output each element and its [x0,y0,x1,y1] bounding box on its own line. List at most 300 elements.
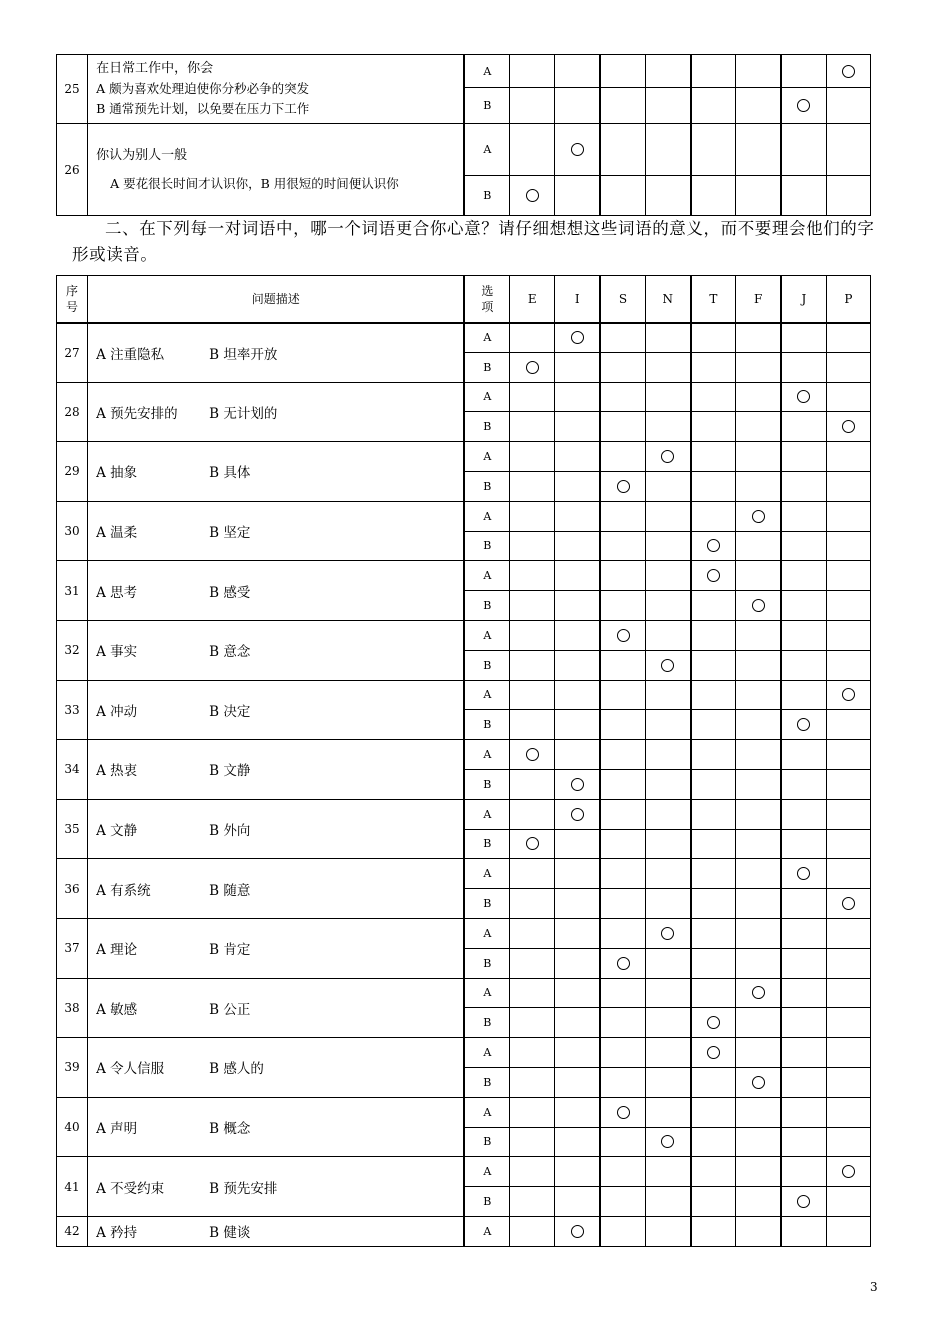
row40-b-col-n[interactable] [645,1127,690,1157]
row38-a-col-n[interactable] [645,978,690,1008]
row28-b-col-n[interactable] [645,412,690,442]
row35-a-col-i[interactable] [555,799,600,829]
row37-a-col-e[interactable] [510,918,555,948]
row32-b-col-i[interactable] [555,650,600,680]
row30-a-col-t[interactable] [691,501,736,531]
row38-b-col-i[interactable] [555,1008,600,1038]
row37-b-col-f[interactable] [736,948,781,978]
word-pair [88,382,465,442]
row28-b-col-j[interactable] [781,412,826,442]
row30-b-col-t[interactable] [691,531,736,561]
row39-a-col-e[interactable] [510,1038,555,1068]
row38-b-col-j[interactable] [781,1008,826,1038]
row41-b-col-p[interactable] [826,1187,870,1217]
row27-a-col-t[interactable] [691,323,736,353]
row34-b-col-f[interactable] [736,769,781,799]
row29-a-col-n[interactable] [645,442,690,472]
row32-a-col-i[interactable] [555,620,600,650]
row39-b-col-s[interactable] [600,1067,645,1097]
row25-a-col-i[interactable] [555,55,600,88]
row31-b-col-s[interactable] [600,591,645,621]
row40-a-col-f[interactable] [736,1097,781,1127]
row42-a-col-f[interactable] [736,1216,781,1246]
row34-a-col-t[interactable] [691,740,736,770]
row36-b-col-e[interactable] [510,889,555,919]
row35-a-col-t[interactable] [691,799,736,829]
row27-a-col-e[interactable] [510,323,555,353]
row28-a-col-e[interactable] [510,382,555,412]
row30-a-col-n[interactable] [645,501,690,531]
row35-b-col-p[interactable] [826,829,870,859]
row34-b-col-e[interactable] [510,769,555,799]
row36-a-col-f[interactable] [736,859,781,889]
row27-b-col-n[interactable] [645,352,690,382]
row39-b-col-n[interactable] [645,1067,690,1097]
row37-a-col-s[interactable] [600,918,645,948]
row38-a-col-p[interactable] [826,978,870,1008]
row41-b-col-s[interactable] [600,1187,645,1217]
row28-b-col-p[interactable] [826,412,870,442]
row35-b-col-e[interactable] [510,829,555,859]
row38-b-col-f[interactable] [736,1008,781,1038]
row28-b-col-f[interactable] [736,412,781,442]
row39-a-col-i[interactable] [555,1038,600,1068]
row26-b-col-e[interactable] [510,176,555,216]
row42-a-col-i[interactable] [555,1216,600,1246]
row36-b-col-t[interactable] [691,889,736,919]
row37-b-col-p[interactable] [826,948,870,978]
row25-b-col-i[interactable] [555,88,600,124]
row31-a-col-n[interactable] [645,561,690,591]
row37-b-col-i[interactable] [555,948,600,978]
row33-a-col-i[interactable] [555,680,600,710]
row25-a-col-j[interactable] [781,55,826,88]
row38-b-col-p[interactable] [826,1008,870,1038]
row41-b-col-j[interactable] [781,1187,826,1217]
row34-b-col-n[interactable] [645,769,690,799]
row27-b-col-t[interactable] [691,352,736,382]
word-pair [88,1038,465,1098]
row31-a-col-s[interactable] [600,561,645,591]
word-pair [88,799,465,859]
row27-a-col-i[interactable] [555,323,600,353]
row29-b-col-f[interactable] [736,471,781,501]
row36-a-col-i[interactable] [555,859,600,889]
row26-a-col-i[interactable] [555,124,600,176]
row40-b-col-j[interactable] [781,1127,826,1157]
row25-a-col-f[interactable] [736,55,781,88]
row38-a-col-i[interactable] [555,978,600,1008]
row34-a-col-s[interactable] [600,740,645,770]
row31-a-col-f[interactable] [736,561,781,591]
row41-a-col-f[interactable] [736,1157,781,1187]
row25-b-col-t[interactable] [691,88,736,124]
row40-a-col-t[interactable] [691,1097,736,1127]
row25-b-col-e[interactable] [510,88,555,124]
row34-a-col-e[interactable] [510,740,555,770]
row40-a-col-s[interactable] [600,1097,645,1127]
row33-b-col-t[interactable] [691,710,736,740]
row26-b-col-p[interactable] [826,176,870,216]
row29-b-col-j[interactable] [781,471,826,501]
row32-a-col-s[interactable] [600,620,645,650]
row41-a-col-j[interactable] [781,1157,826,1187]
row25-b-col-j[interactable] [781,88,826,124]
row38-b-col-n[interactable] [645,1008,690,1038]
row27-b-col-f[interactable] [736,352,781,382]
row37-a-col-n[interactable] [645,918,690,948]
row25-b-col-s[interactable] [600,88,645,124]
row27-a-col-p[interactable] [826,323,870,353]
row32-b-col-t[interactable] [691,650,736,680]
row33-a-col-n[interactable] [645,680,690,710]
row27-a-col-j[interactable] [781,323,826,353]
row36-b-col-i[interactable] [555,889,600,919]
row39-a-col-s[interactable] [600,1038,645,1068]
row34-b-col-s[interactable] [600,769,645,799]
row30-b-col-e[interactable] [510,531,555,561]
row31-a-col-e[interactable] [510,561,555,591]
row30-a-col-s[interactable] [600,501,645,531]
row30-a-col-i[interactable] [555,501,600,531]
row36-b-col-f[interactable] [736,889,781,919]
row37-b-col-j[interactable] [781,948,826,978]
row37-a-col-t[interactable] [691,918,736,948]
row39-b-col-i[interactable] [555,1067,600,1097]
row40-a-col-e[interactable] [510,1097,555,1127]
row34-a-col-p[interactable] [826,740,870,770]
row40-a-col-n[interactable] [645,1097,690,1127]
question-row-a [57,442,871,472]
row29-b-col-e[interactable] [510,471,555,501]
row35-b-col-i[interactable] [555,829,600,859]
row36-b-col-n[interactable] [645,889,690,919]
row41-a-col-e[interactable] [510,1157,555,1187]
row28-a-col-p[interactable] [826,382,870,412]
row27-a-col-s[interactable] [600,323,645,353]
row33-a-col-t[interactable] [691,680,736,710]
row37-a-col-f[interactable] [736,918,781,948]
row32-b-col-e[interactable] [510,650,555,680]
option-label: B [464,710,509,740]
row40-a-col-p[interactable] [826,1097,870,1127]
row30-a-col-e[interactable] [510,501,555,531]
row28-b-col-i[interactable] [555,412,600,442]
row36-b-col-p[interactable] [826,889,870,919]
row34-a-col-f[interactable] [736,740,781,770]
row32-a-col-t[interactable] [691,620,736,650]
row25-b-col-f[interactable] [736,88,781,124]
row41-a-col-i[interactable] [555,1157,600,1187]
row36-a-col-s[interactable] [600,859,645,889]
option-label: A [464,620,509,650]
row39-b-col-p[interactable] [826,1067,870,1097]
row33-a-col-f[interactable] [736,680,781,710]
row35-a-col-s[interactable] [600,799,645,829]
row32-a-col-f[interactable] [736,620,781,650]
row38-b-col-e[interactable] [510,1008,555,1038]
row41-b-col-e[interactable] [510,1187,555,1217]
row32-a-col-p[interactable] [826,620,870,650]
row35-b-col-t[interactable] [691,829,736,859]
row31-b-col-n[interactable] [645,591,690,621]
row36-a-col-j[interactable] [781,859,826,889]
row40-b-col-i[interactable] [555,1127,600,1157]
row36-b-col-j[interactable] [781,889,826,919]
row41-b-col-t[interactable] [691,1187,736,1217]
row40-a-col-j[interactable] [781,1097,826,1127]
row31-a-col-i[interactable] [555,561,600,591]
row31-a-col-j[interactable] [781,561,826,591]
row40-b-col-f[interactable] [736,1127,781,1157]
question-number: 26 [57,124,88,216]
row27-b-col-e[interactable] [510,352,555,382]
row30-b-col-n[interactable] [645,531,690,561]
row35-a-col-e[interactable] [510,799,555,829]
selected-circle-icon [617,480,630,493]
row39-b-col-j[interactable] [781,1067,826,1097]
row37-a-col-i[interactable] [555,918,600,948]
row30-b-col-i[interactable] [555,531,600,561]
row38-a-col-f[interactable] [736,978,781,1008]
option-label: A [464,442,509,472]
row28-a-col-j[interactable] [781,382,826,412]
row39-a-col-p[interactable] [826,1038,870,1068]
word-option-a: A 温柔 [96,525,138,542]
row33-b-col-i[interactable] [555,710,600,740]
row33-a-col-p[interactable] [826,680,870,710]
row34-b-col-i[interactable] [555,769,600,799]
row30-b-col-p[interactable] [826,531,870,561]
row41-a-col-t[interactable] [691,1157,736,1187]
row35-b-col-n[interactable] [645,829,690,859]
row30-b-col-j[interactable] [781,531,826,561]
row40-b-col-p[interactable] [826,1127,870,1157]
row29-a-col-p[interactable] [826,442,870,472]
row29-a-col-e[interactable] [510,442,555,472]
row26-b-col-n[interactable] [645,176,690,216]
row31-b-col-i[interactable] [555,591,600,621]
row28-b-col-t[interactable] [691,412,736,442]
row32-a-col-j[interactable] [781,620,826,650]
row42-a-col-n[interactable] [645,1216,690,1246]
row41-b-col-i[interactable] [555,1187,600,1217]
row41-a-col-s[interactable] [600,1157,645,1187]
row25-a-col-t[interactable] [691,55,736,88]
row34-a-col-n[interactable] [645,740,690,770]
row41-a-col-n[interactable] [645,1157,690,1187]
row33-b-col-e[interactable] [510,710,555,740]
row29-b-col-p[interactable] [826,471,870,501]
row26-b-col-s[interactable] [600,176,645,216]
row32-b-col-s[interactable] [600,650,645,680]
row31-b-col-t[interactable] [691,591,736,621]
row33-a-col-s[interactable] [600,680,645,710]
row40-b-col-e[interactable] [510,1127,555,1157]
row28-a-col-i[interactable] [555,382,600,412]
row39-a-col-n[interactable] [645,1038,690,1068]
row38-a-col-t[interactable] [691,978,736,1008]
row29-a-col-s[interactable] [600,442,645,472]
row32-a-col-e[interactable] [510,620,555,650]
row40-a-col-i[interactable] [555,1097,600,1127]
row37-b-col-s[interactable] [600,948,645,978]
row35-a-col-f[interactable] [736,799,781,829]
row33-b-col-j[interactable] [781,710,826,740]
row28-a-col-t[interactable] [691,382,736,412]
row34-a-col-i[interactable] [555,740,600,770]
row36-a-col-e[interactable] [510,859,555,889]
row34-b-col-t[interactable] [691,769,736,799]
row35-b-col-j[interactable] [781,829,826,859]
row32-b-col-n[interactable] [645,650,690,680]
row41-a-col-p[interactable] [826,1157,870,1187]
row34-a-col-j[interactable] [781,740,826,770]
row26-a-col-e[interactable] [510,124,555,176]
row32-b-col-f[interactable] [736,650,781,680]
row26-b-col-i[interactable] [555,176,600,216]
row42-a-col-s[interactable] [600,1216,645,1246]
row28-b-col-e[interactable] [510,412,555,442]
row25-a-col-p[interactable] [826,55,870,88]
row29-a-col-f[interactable] [736,442,781,472]
row42-a-col-j[interactable] [781,1216,826,1246]
question-row-a [57,918,871,948]
row26-a-col-j[interactable] [781,124,826,176]
row37-b-col-t[interactable] [691,948,736,978]
row26-a-col-f[interactable] [736,124,781,176]
row35-a-col-j[interactable] [781,799,826,829]
selected-circle-icon [617,629,630,642]
row34-b-col-j[interactable] [781,769,826,799]
row33-a-col-j[interactable] [781,680,826,710]
row29-a-col-t[interactable] [691,442,736,472]
row31-b-col-j[interactable] [781,591,826,621]
row25-a-col-s[interactable] [600,55,645,88]
row38-a-col-e[interactable] [510,978,555,1008]
row30-a-col-p[interactable] [826,501,870,531]
row27-b-col-p[interactable] [826,352,870,382]
row26-a-col-n[interactable] [645,124,690,176]
row38-b-col-s[interactable] [600,1008,645,1038]
row27-a-col-f[interactable] [736,323,781,353]
row41-b-col-n[interactable] [645,1187,690,1217]
row32-b-col-j[interactable] [781,650,826,680]
row36-a-col-n[interactable] [645,859,690,889]
row37-b-col-e[interactable] [510,948,555,978]
row33-b-col-f[interactable] [736,710,781,740]
row29-a-col-j[interactable] [781,442,826,472]
row31-a-col-p[interactable] [826,561,870,591]
row26-a-col-t[interactable] [691,124,736,176]
row39-b-col-t[interactable] [691,1067,736,1097]
row37-a-col-p[interactable] [826,918,870,948]
row37-a-col-j[interactable] [781,918,826,948]
row35-b-col-s[interactable] [600,829,645,859]
row36-a-col-p[interactable] [826,859,870,889]
row35-a-col-n[interactable] [645,799,690,829]
row41-b-col-f[interactable] [736,1187,781,1217]
row40-b-col-t[interactable] [691,1127,736,1157]
row27-b-col-j[interactable] [781,352,826,382]
row40-b-col-s[interactable] [600,1127,645,1157]
row36-b-col-s[interactable] [600,889,645,919]
row35-b-col-f[interactable] [736,829,781,859]
row37-b-col-n[interactable] [645,948,690,978]
row29-b-col-t[interactable] [691,471,736,501]
row30-b-col-f[interactable] [736,531,781,561]
row27-a-col-n[interactable] [645,323,690,353]
question-line: 在日常工作中，你会 [96,61,214,76]
row26-b-col-f[interactable] [736,176,781,216]
word-option-a: A 矜持 [96,1225,138,1242]
row26-a-col-p[interactable] [826,124,870,176]
row31-a-col-t[interactable] [691,561,736,591]
row28-a-col-f[interactable] [736,382,781,412]
row25-a-col-e[interactable] [510,55,555,88]
row25-a-col-n[interactable] [645,55,690,88]
row27-b-col-s[interactable] [600,352,645,382]
selected-circle-icon [571,808,584,821]
row36-a-col-t[interactable] [691,859,736,889]
row26-b-col-t[interactable] [691,176,736,216]
row39-b-col-f[interactable] [736,1067,781,1097]
row33-b-col-s[interactable] [600,710,645,740]
row38-b-col-t[interactable] [691,1008,736,1038]
row42-a-col-e[interactable] [510,1216,555,1246]
row25-b-col-p[interactable] [826,88,870,124]
row29-b-col-n[interactable] [645,471,690,501]
row26-b-col-j[interactable] [781,176,826,216]
row32-a-col-n[interactable] [645,620,690,650]
row32-b-col-p[interactable] [826,650,870,680]
row31-b-col-e[interactable] [510,591,555,621]
row26-a-col-s[interactable] [600,124,645,176]
row29-a-col-i[interactable] [555,442,600,472]
header-col-f: F [736,276,781,323]
row28-a-col-n[interactable] [645,382,690,412]
row42-a-col-p[interactable] [826,1216,870,1246]
row25-b-col-n[interactable] [645,88,690,124]
word-option-b: B 预先安排 [209,1180,278,1197]
row29-b-col-s[interactable] [600,471,645,501]
row30-a-col-f[interactable] [736,501,781,531]
row30-a-col-j[interactable] [781,501,826,531]
row38-a-col-j[interactable] [781,978,826,1008]
row31-b-col-p[interactable] [826,591,870,621]
row39-a-col-j[interactable] [781,1038,826,1068]
row28-b-col-s[interactable] [600,412,645,442]
row34-b-col-p[interactable] [826,769,870,799]
row30-b-col-s[interactable] [600,531,645,561]
row39-a-col-f[interactable] [736,1038,781,1068]
option-label: B [464,650,509,680]
row42-a-col-t[interactable] [691,1216,736,1246]
row29-b-col-i[interactable] [555,471,600,501]
row39-a-col-t[interactable] [691,1038,736,1068]
row39-b-col-e[interactable] [510,1067,555,1097]
row28-a-col-s[interactable] [600,382,645,412]
row33-a-col-e[interactable] [510,680,555,710]
selected-circle-icon [571,331,584,344]
row38-a-col-s[interactable] [600,978,645,1008]
question-row-a [57,740,871,770]
row31-b-col-f[interactable] [736,591,781,621]
row35-a-col-p[interactable] [826,799,870,829]
row33-b-col-n[interactable] [645,710,690,740]
row27-b-col-i[interactable] [555,352,600,382]
row33-b-col-p[interactable] [826,710,870,740]
